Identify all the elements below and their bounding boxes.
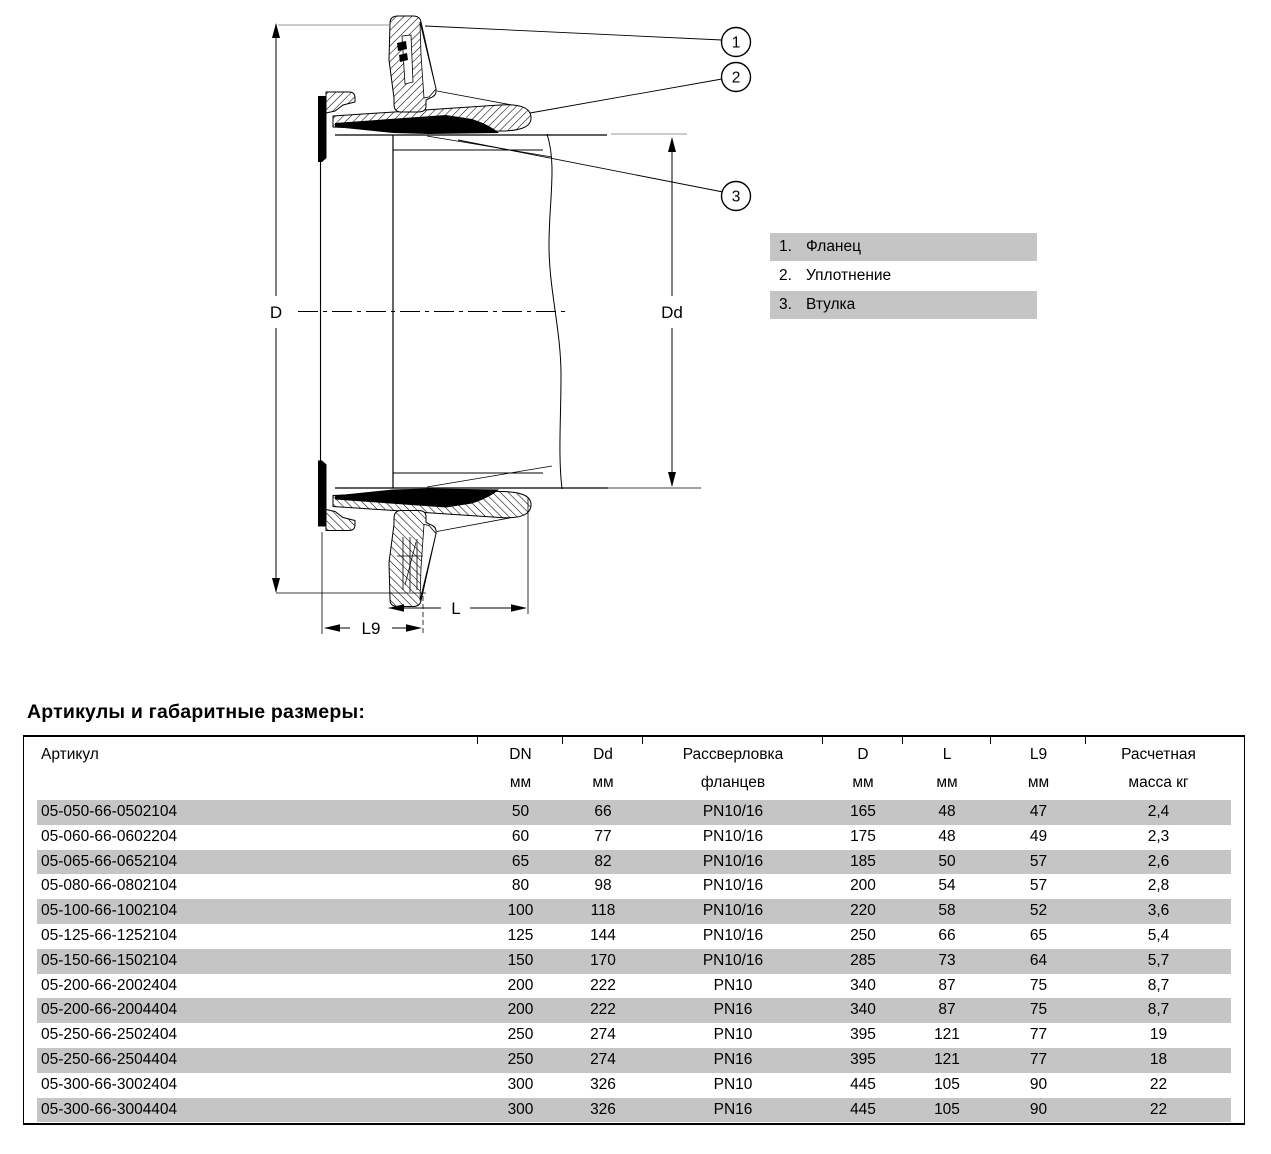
cell-value: 48 <box>903 800 991 825</box>
parts-legend <box>770 233 1037 320</box>
cell-value: 200 <box>507 976 534 994</box>
cell-value: PN10 <box>713 1026 753 1044</box>
cell-value: 2,8 <box>1147 877 1170 895</box>
legend-item-flange <box>770 233 1037 261</box>
table-row <box>37 800 1231 825</box>
cell-value: 22 <box>1086 1098 1231 1123</box>
cell-artikul: 05-050-66-0502104 <box>37 800 478 825</box>
cell-artikul: 05-200-66-2002404 <box>41 976 178 994</box>
cell-value: 445 <box>823 1098 903 1123</box>
cell-value: 73 <box>903 949 991 974</box>
cell-artikul: 05-250-66-2504404 <box>37 1048 478 1073</box>
cell-value: PN10/16 <box>702 827 764 845</box>
column-tick <box>822 737 823 744</box>
cell-value: PN10/16 <box>643 949 823 974</box>
callout-number-2: 2 <box>731 69 741 87</box>
column-tick <box>477 737 478 744</box>
column-tick <box>902 737 903 744</box>
column-tick <box>990 737 991 744</box>
table-row <box>37 874 1231 899</box>
cell-value: 3,6 <box>1086 899 1231 924</box>
cell-value: 87 <box>938 976 956 994</box>
cell-value: 19 <box>1149 1026 1168 1044</box>
cell-value: PN16 <box>643 1098 823 1123</box>
table-row <box>37 899 1231 924</box>
pipe <box>298 134 608 489</box>
cell-value: 395 <box>850 1026 876 1044</box>
cell-artikul: 05-100-66-1002104 <box>37 899 478 924</box>
cell-value: 220 <box>823 899 903 924</box>
table-row <box>37 949 1231 974</box>
col-header-drilling: Рассверловка фланцев <box>682 746 784 791</box>
cell-value: 48 <box>938 827 956 845</box>
cell-value: 60 <box>511 827 530 845</box>
dimension-Dd <box>608 134 701 488</box>
cell-value: 57 <box>1029 877 1048 895</box>
table-header-row <box>37 737 1231 800</box>
cell-artikul: 05-250-66-2502404 <box>41 1026 178 1044</box>
cell-value: 274 <box>590 1026 616 1044</box>
cell-value: 50 <box>478 800 563 825</box>
spec-table <box>37 737 1231 1122</box>
table-row <box>37 850 1231 875</box>
cell-value: PN16 <box>643 998 823 1023</box>
legend-label: Втулка <box>806 296 856 313</box>
cell-value: PN10 <box>713 1075 753 1093</box>
cell-value: 65 <box>478 850 563 875</box>
assembly-top <box>318 16 531 162</box>
section-title: Артикулы и габаритные размеры: <box>27 701 366 723</box>
table-row <box>37 974 1231 999</box>
legend-number: 2. <box>779 267 792 284</box>
table-row <box>37 1048 1231 1073</box>
cell-value: 300 <box>478 1098 563 1123</box>
cell-value: PN10/16 <box>702 926 764 944</box>
legend-number: 1. <box>779 238 792 255</box>
cell-value: 445 <box>850 1075 876 1093</box>
cell-artikul: 05-300-66-3004404 <box>37 1098 478 1123</box>
cell-value: 47 <box>991 800 1086 825</box>
col-header-dn: DN мм <box>509 746 532 791</box>
col-header-d: D мм <box>852 746 874 791</box>
dim-label-d: D <box>269 303 283 322</box>
cell-value: 2,6 <box>1086 850 1231 875</box>
cell-value: 105 <box>934 1075 960 1093</box>
cell-value: 165 <box>823 800 903 825</box>
cell-value: 75 <box>991 998 1086 1023</box>
table-row <box>37 924 1231 949</box>
cell-value: 52 <box>991 899 1086 924</box>
cell-value: 250 <box>507 1026 534 1044</box>
cell-value: 326 <box>563 1098 643 1123</box>
cell-value: 222 <box>590 976 616 994</box>
cell-value: 90 <box>1029 1075 1048 1093</box>
callout-number-3: 3 <box>731 188 741 206</box>
table-row <box>37 1073 1231 1098</box>
flange-back-edge-top <box>318 96 327 162</box>
col-header-l9: L9 мм <box>1027 746 1050 791</box>
cell-value: 82 <box>563 850 643 875</box>
table-row <box>37 998 1231 1023</box>
cell-value: 144 <box>590 926 616 944</box>
cell-value: PN10 <box>713 976 753 994</box>
table-row <box>37 1098 1231 1123</box>
cell-value: 150 <box>478 949 563 974</box>
cell-value: 54 <box>938 877 956 895</box>
table-row <box>37 1023 1231 1048</box>
cell-value: 200 <box>478 998 563 1023</box>
cell-value: 185 <box>823 850 903 875</box>
spec-table-body <box>37 800 1231 1122</box>
cell-value: PN10/16 <box>643 899 823 924</box>
cell-value: 118 <box>563 899 643 924</box>
cell-value: 250 <box>478 1048 563 1073</box>
cell-value: 65 <box>1029 926 1048 944</box>
cell-value: PN16 <box>643 1048 823 1073</box>
cell-value: 98 <box>594 877 612 895</box>
cell-value: 5,7 <box>1086 949 1231 974</box>
cell-artikul: 05-150-66-1502104 <box>37 949 478 974</box>
cell-value: PN10/16 <box>702 877 764 895</box>
cell-value: 77 <box>991 1048 1086 1073</box>
cell-value: 49 <box>1029 827 1048 845</box>
column-tick <box>642 737 643 744</box>
cell-artikul: 05-080-66-0802104 <box>41 877 178 895</box>
legend-number: 3. <box>779 296 792 313</box>
col-header-artikul: Артикул <box>41 746 99 763</box>
cell-artikul: 05-060-66-0602204 <box>41 827 178 845</box>
column-tick <box>1085 737 1086 744</box>
cell-value: 22 <box>1149 1075 1168 1093</box>
cell-value: 175 <box>850 827 876 845</box>
spec-table-frame <box>23 735 1245 1125</box>
cell-value: 250 <box>850 926 876 944</box>
cell-value: 77 <box>594 827 612 845</box>
cell-value: 90 <box>991 1098 1086 1123</box>
cell-value: 8,7 <box>1086 998 1231 1023</box>
cell-value: 222 <box>563 998 643 1023</box>
col-header-mass: Расчетная масса кг <box>1121 746 1196 791</box>
cell-value: 2,3 <box>1147 827 1170 845</box>
callout-number-1: 1 <box>731 34 741 52</box>
cell-value: 77 <box>1029 1026 1048 1044</box>
legend-item-bushing <box>770 291 1037 319</box>
col-header-l: L мм <box>936 746 958 791</box>
cell-value: 58 <box>903 899 991 924</box>
cell-value: 170 <box>563 949 643 974</box>
cell-value: 395 <box>823 1048 903 1073</box>
cell-value: 200 <box>850 877 876 895</box>
cell-value: 80 <box>511 877 530 895</box>
cell-value: 50 <box>903 850 991 875</box>
cell-artikul: 05-200-66-2004404 <box>37 998 478 1023</box>
cell-artikul: 05-125-66-1252104 <box>41 926 178 944</box>
cell-value: 100 <box>478 899 563 924</box>
cell-value: 121 <box>934 1026 960 1044</box>
collar-hook-top <box>326 92 355 113</box>
cell-value: 125 <box>507 926 534 944</box>
cell-value: 75 <box>1029 976 1048 994</box>
cell-value: 8,7 <box>1147 976 1170 994</box>
cell-value: 300 <box>507 1075 534 1093</box>
cell-value: 121 <box>903 1048 991 1073</box>
cell-artikul: 05-300-66-3002404 <box>41 1075 178 1093</box>
cell-value: 326 <box>590 1075 616 1093</box>
dim-label-l9: L9 <box>361 619 381 638</box>
cell-value: 64 <box>991 949 1086 974</box>
legend-item-seal <box>770 262 1037 290</box>
assembly-bottom <box>318 461 531 607</box>
cell-value: 105 <box>903 1098 991 1123</box>
cell-value: 340 <box>823 998 903 1023</box>
cell-value: 66 <box>938 926 956 944</box>
cell-value: 66 <box>563 800 643 825</box>
cell-value: 57 <box>991 850 1086 875</box>
table-row <box>37 825 1231 850</box>
legend-label: Уплотнение <box>806 267 892 284</box>
cell-value: 18 <box>1086 1048 1231 1073</box>
cell-value: PN10/16 <box>643 850 823 875</box>
cell-value: 285 <box>823 949 903 974</box>
cell-value: 340 <box>850 976 876 994</box>
dim-label-dd: Dd <box>661 303 683 322</box>
cell-value: 274 <box>563 1048 643 1073</box>
cell-artikul: 05-065-66-0652104 <box>37 850 478 875</box>
cell-value: 2,4 <box>1086 800 1231 825</box>
cell-value: 5,4 <box>1147 926 1170 944</box>
legend-label: Фланец <box>806 238 861 255</box>
cell-value: PN10/16 <box>643 800 823 825</box>
col-header-dd: Dd мм <box>592 746 614 791</box>
column-tick <box>562 737 563 744</box>
cell-value: 87 <box>903 998 991 1023</box>
dim-label-l: L <box>451 599 461 618</box>
